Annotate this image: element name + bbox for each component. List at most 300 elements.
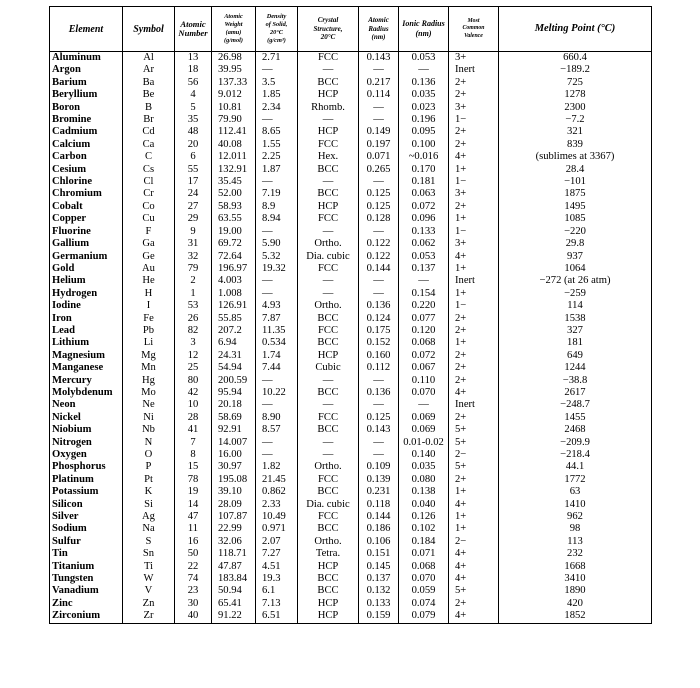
cell-atomic-number: 3 [175, 337, 212, 349]
cell-ionic-radius: 0.035 [399, 89, 449, 101]
cell-element: Niobium [50, 424, 123, 436]
cell-ionic-radius: ~0.016 [399, 151, 449, 163]
cell-symbol: Ba [123, 77, 175, 89]
cell-element: Carbon [50, 151, 123, 163]
cell-valence: 3+ [449, 102, 499, 114]
cell-atomic-weight: 14.007 [212, 437, 256, 449]
cell-ionic-radius: 0.102 [399, 523, 449, 535]
cell-valence: 3+ [449, 188, 499, 200]
cell-valence: 3+ [449, 52, 499, 65]
cell-density: 19.32 [256, 263, 298, 275]
cell-atomic-weight: 28.09 [212, 499, 256, 511]
cell-melting-point: 1244 [499, 362, 652, 374]
cell-atomic-weight: 1.008 [212, 288, 256, 300]
cell-symbol: Sn [123, 548, 175, 560]
cell-element: Nickel [50, 412, 123, 424]
cell-atomic-number: 10 [175, 399, 212, 411]
cell-atomic-number: 35 [175, 114, 212, 126]
cell-valence: Inert [449, 399, 499, 411]
cell-atomic-radius: 0.124 [359, 313, 399, 325]
cell-atomic-number: 41 [175, 424, 212, 436]
cell-valence: 2− [449, 536, 499, 548]
cell-density: 4.51 [256, 561, 298, 573]
cell-element: Neon [50, 399, 123, 411]
cell-crystal-structure: BCC [298, 337, 359, 349]
cell-atomic-weight: 54.94 [212, 362, 256, 374]
cell-valence: 1− [449, 300, 499, 312]
table-row [50, 251, 652, 263]
cell-melting-point: −38.8 [499, 375, 652, 387]
cell-atomic-weight: 92.91 [212, 424, 256, 436]
header-ionic-radius-line: (nm) [415, 29, 432, 38]
cell-density: 7.13 [256, 598, 298, 610]
cell-melting-point: −272 (at 26 atm) [499, 275, 652, 287]
cell-atomic-radius: 0.106 [359, 536, 399, 548]
cell-symbol: F [123, 226, 175, 238]
cell-atomic-radius: 0.143 [359, 52, 399, 65]
cell-atomic-weight: 107.87 [212, 511, 256, 523]
cell-valence: 4+ [449, 387, 499, 399]
cell-atomic-weight: 47.87 [212, 561, 256, 573]
cell-ionic-radius: 0.120 [399, 325, 449, 337]
cell-atomic-radius: 0.122 [359, 238, 399, 250]
cell-density: 3.5 [256, 77, 298, 89]
cell-element: Phosphorus [50, 461, 123, 473]
cell-crystal-structure: HCP [298, 610, 359, 623]
cell-element: Chlorine [50, 176, 123, 188]
cell-element: Zirconium [50, 610, 123, 623]
cell-symbol: B [123, 102, 175, 114]
cell-valence: 4+ [449, 499, 499, 511]
cell-atomic-radius: 0.143 [359, 424, 399, 436]
cell-atomic-radius: 0.231 [359, 486, 399, 498]
header-atomic-number-line: Number [178, 28, 208, 38]
cell-atomic-weight: 195.08 [212, 474, 256, 486]
cell-atomic-number: 8 [175, 449, 212, 461]
cell-element: Hydrogen [50, 288, 123, 300]
cell-atomic-weight: 65.41 [212, 598, 256, 610]
cell-ionic-radius: 0.140 [399, 449, 449, 461]
cell-ionic-radius: 0.137 [399, 263, 449, 275]
cell-ionic-radius: 0.053 [399, 251, 449, 263]
cell-ionic-radius: 0.074 [399, 598, 449, 610]
cell-atomic-number: 15 [175, 461, 212, 473]
header-atomic-number [175, 7, 212, 52]
cell-melting-point: 725 [499, 77, 652, 89]
cell-melting-point: 2468 [499, 424, 652, 436]
table-row [50, 139, 652, 151]
cell-melting-point: 1772 [499, 474, 652, 486]
cell-atomic-number: 48 [175, 126, 212, 138]
header-valence-line: Most [467, 18, 480, 25]
cell-atomic-weight: 79.90 [212, 114, 256, 126]
cell-valence: 5+ [449, 461, 499, 473]
cell-symbol: S [123, 536, 175, 548]
cell-melting-point: 1064 [499, 263, 652, 275]
table-row [50, 164, 652, 176]
table-row [50, 77, 652, 89]
header-symbol: Symbol [123, 7, 175, 52]
cell-valence: 4+ [449, 251, 499, 263]
cell-crystal-structure: HCP [298, 598, 359, 610]
cell-density: — [256, 288, 298, 300]
cell-melting-point: 63 [499, 486, 652, 498]
header-atomic-number-line: Atomic [180, 18, 206, 29]
cell-crystal-structure: — [298, 226, 359, 238]
cell-crystal-structure: — [298, 437, 359, 449]
table-row [50, 350, 652, 362]
element-properties-sheet [49, 6, 651, 624]
cell-atomic-radius: 0.160 [359, 350, 399, 362]
cell-valence: 2+ [449, 598, 499, 610]
cell-ionic-radius: 0.181 [399, 176, 449, 188]
cell-crystal-structure: Cubic [298, 362, 359, 374]
cell-atomic-number: 29 [175, 213, 212, 225]
cell-atomic-weight: 22.99 [212, 523, 256, 535]
cell-ionic-radius: 0.072 [399, 350, 449, 362]
cell-atomic-weight: 137.33 [212, 77, 256, 89]
cell-symbol: Ga [123, 238, 175, 250]
cell-element: Vanadium [50, 585, 123, 597]
cell-crystal-structure: BCC [298, 77, 359, 89]
cell-ionic-radius: 0.063 [399, 188, 449, 200]
cell-melting-point: 1085 [499, 213, 652, 225]
cell-element: Boron [50, 102, 123, 114]
cell-atomic-weight: 26.98 [212, 52, 256, 65]
cell-atomic-number: 12 [175, 350, 212, 362]
cell-atomic-number: 11 [175, 523, 212, 535]
cell-crystal-structure: FCC [298, 511, 359, 523]
cell-density: 5.90 [256, 238, 298, 250]
cell-atomic-weight: 40.08 [212, 139, 256, 151]
cell-crystal-structure: Ortho. [298, 536, 359, 548]
table-row [50, 89, 652, 101]
cell-ionic-radius: 0.023 [399, 102, 449, 114]
cell-ionic-radius: — [399, 64, 449, 76]
cell-valence: 1+ [449, 523, 499, 535]
cell-melting-point: 321 [499, 126, 652, 138]
cell-atomic-weight: 4.003 [212, 275, 256, 287]
table-row [50, 548, 652, 560]
cell-melting-point: 1668 [499, 561, 652, 573]
cell-ionic-radius: 0.059 [399, 585, 449, 597]
cell-atomic-weight: 207.2 [212, 325, 256, 337]
cell-element: Sodium [50, 523, 123, 535]
cell-atomic-radius: 0.139 [359, 474, 399, 486]
header-crystal-line: Crystal [317, 15, 339, 24]
cell-ionic-radius: 0.068 [399, 337, 449, 349]
cell-melting-point: −220 [499, 226, 652, 238]
cell-density: 1.74 [256, 350, 298, 362]
cell-atomic-number: 55 [175, 164, 212, 176]
cell-valence: 1+ [449, 511, 499, 523]
table-row [50, 610, 652, 623]
cell-atomic-number: 22 [175, 561, 212, 573]
cell-crystal-structure: — [298, 114, 359, 126]
cell-atomic-weight: 50.94 [212, 585, 256, 597]
cell-atomic-radius: 0.186 [359, 523, 399, 535]
header-atomic-radius-line: Radius [368, 24, 389, 33]
cell-atomic-number: 82 [175, 325, 212, 337]
cell-valence: 2+ [449, 139, 499, 151]
header-density-line: Density [266, 13, 287, 21]
cell-atomic-radius: — [359, 102, 399, 114]
cell-ionic-radius: 0.096 [399, 213, 449, 225]
cell-atomic-weight: 126.91 [212, 300, 256, 312]
cell-symbol: Ne [123, 399, 175, 411]
cell-symbol: Ti [123, 561, 175, 573]
cell-melting-point: 28.4 [499, 164, 652, 176]
cell-density: 0.862 [256, 486, 298, 498]
cell-crystal-structure: BCC [298, 387, 359, 399]
cell-melting-point: 114 [499, 300, 652, 312]
cell-valence: 1+ [449, 288, 499, 300]
header-ionic-radius [399, 7, 449, 52]
cell-atomic-radius: 0.114 [359, 89, 399, 101]
cell-atomic-number: 17 [175, 176, 212, 188]
header-atomic-radius [359, 7, 399, 52]
cell-ionic-radius: 0.053 [399, 52, 449, 65]
cell-ionic-radius: 0.040 [399, 499, 449, 511]
cell-crystal-structure: FCC [298, 263, 359, 275]
cell-atomic-weight: 35.45 [212, 176, 256, 188]
table-row [50, 499, 652, 511]
cell-atomic-weight: 58.69 [212, 412, 256, 424]
cell-atomic-number: 28 [175, 412, 212, 424]
cell-crystal-structure: FCC [298, 213, 359, 225]
header-crystal-line: 20°C [320, 33, 336, 42]
cell-symbol: Co [123, 201, 175, 213]
cell-density: 7.87 [256, 313, 298, 325]
cell-ionic-radius: 0.072 [399, 201, 449, 213]
cell-symbol: K [123, 486, 175, 498]
cell-element: Silicon [50, 499, 123, 511]
cell-ionic-radius: 0.136 [399, 77, 449, 89]
cell-atomic-radius: 0.125 [359, 188, 399, 200]
table-row [50, 561, 652, 573]
header-density-line: (g/cm³) [267, 36, 286, 44]
cell-crystal-structure: — [298, 399, 359, 411]
cell-symbol: Mn [123, 362, 175, 374]
cell-element: Bromine [50, 114, 123, 126]
table-row [50, 226, 652, 238]
cell-crystal-structure: HCP [298, 89, 359, 101]
cell-valence: 5+ [449, 437, 499, 449]
table-row [50, 52, 652, 65]
cell-density: 8.90 [256, 412, 298, 424]
cell-symbol: Cs [123, 164, 175, 176]
cell-atomic-radius: — [359, 176, 399, 188]
cell-symbol: I [123, 300, 175, 312]
cell-symbol: C [123, 151, 175, 163]
cell-valence: 1− [449, 226, 499, 238]
cell-melting-point: 937 [499, 251, 652, 263]
cell-symbol: O [123, 449, 175, 461]
cell-atomic-radius: — [359, 226, 399, 238]
table-row [50, 511, 652, 523]
cell-density: 8.94 [256, 213, 298, 225]
cell-atomic-radius: 0.071 [359, 151, 399, 163]
cell-valence: 3+ [449, 238, 499, 250]
table-row [50, 375, 652, 387]
cell-melting-point: 1890 [499, 585, 652, 597]
cell-density: 2.07 [256, 536, 298, 548]
cell-atomic-number: 50 [175, 548, 212, 560]
cell-symbol: Zr [123, 610, 175, 623]
cell-atomic-weight: 196.97 [212, 263, 256, 275]
cell-atomic-weight: 183.84 [212, 573, 256, 585]
cell-element: Chromium [50, 188, 123, 200]
cell-atomic-radius: 0.152 [359, 337, 399, 349]
table-row [50, 288, 652, 300]
table-row [50, 263, 652, 275]
cell-element: Fluorine [50, 226, 123, 238]
cell-crystal-structure: Ortho. [298, 238, 359, 250]
cell-melting-point: −248.7 [499, 399, 652, 411]
header-valence-line: Valence [464, 32, 483, 39]
cell-valence: 2+ [449, 350, 499, 362]
header-atomic-weight-line: Atomic [224, 13, 243, 21]
cell-density: 1.85 [256, 89, 298, 101]
table-row [50, 573, 652, 585]
cell-atomic-radius: 0.132 [359, 585, 399, 597]
cell-crystal-structure: — [298, 275, 359, 287]
cell-density: 7.27 [256, 548, 298, 560]
cell-melting-point: 98 [499, 523, 652, 535]
cell-atomic-weight: 132.91 [212, 164, 256, 176]
cell-atomic-radius: — [359, 375, 399, 387]
cell-density: 8.9 [256, 201, 298, 213]
header-crystal-line: Structure, [313, 24, 343, 33]
cell-atomic-weight: 72.64 [212, 251, 256, 263]
cell-valence: 1+ [449, 164, 499, 176]
cell-valence: 4+ [449, 561, 499, 573]
cell-ionic-radius: 0.220 [399, 300, 449, 312]
cell-crystal-structure: — [298, 449, 359, 461]
table-row [50, 102, 652, 114]
cell-symbol: N [123, 437, 175, 449]
cell-crystal-structure: HCP [298, 201, 359, 213]
cell-melting-point: 1852 [499, 610, 652, 623]
cell-atomic-radius: 0.151 [359, 548, 399, 560]
cell-valence: 4+ [449, 610, 499, 623]
cell-melting-point: 1455 [499, 412, 652, 424]
cell-ionic-radius: 0.071 [399, 548, 449, 560]
cell-crystal-structure: Hex. [298, 151, 359, 163]
table-row [50, 362, 652, 374]
table-row [50, 188, 652, 200]
cell-atomic-number: 24 [175, 188, 212, 200]
cell-atomic-radius: 0.136 [359, 300, 399, 312]
cell-atomic-weight: 6.94 [212, 337, 256, 349]
cell-crystal-structure: FCC [298, 325, 359, 337]
cell-atomic-number: 30 [175, 598, 212, 610]
cell-atomic-number: 42 [175, 387, 212, 399]
cell-melting-point: 2617 [499, 387, 652, 399]
cell-density: 6.51 [256, 610, 298, 623]
cell-atomic-number: 78 [175, 474, 212, 486]
cell-melting-point: 113 [499, 536, 652, 548]
cell-symbol: Mg [123, 350, 175, 362]
table-row [50, 275, 652, 287]
cell-melting-point: −259 [499, 288, 652, 300]
cell-atomic-number: 7 [175, 437, 212, 449]
cell-melting-point: 29.8 [499, 238, 652, 250]
cell-atomic-number: 1 [175, 288, 212, 300]
cell-atomic-weight: 39.10 [212, 486, 256, 498]
cell-element: Titanium [50, 561, 123, 573]
cell-element: Gold [50, 263, 123, 275]
table-row [50, 424, 652, 436]
cell-valence: 1+ [449, 213, 499, 225]
cell-symbol: W [123, 573, 175, 585]
cell-atomic-radius: 0.145 [359, 561, 399, 573]
table-row [50, 64, 652, 76]
cell-symbol: V [123, 585, 175, 597]
cell-atomic-weight: 91.22 [212, 610, 256, 623]
cell-density: — [256, 437, 298, 449]
cell-ionic-radius: 0.110 [399, 375, 449, 387]
cell-density: — [256, 275, 298, 287]
cell-atomic-radius: 0.118 [359, 499, 399, 511]
cell-element: Iron [50, 313, 123, 325]
cell-ionic-radius: 0.062 [399, 238, 449, 250]
cell-valence: 2+ [449, 375, 499, 387]
cell-valence: 2+ [449, 474, 499, 486]
cell-symbol: Pt [123, 474, 175, 486]
cell-element: Nitrogen [50, 437, 123, 449]
header-valence [449, 7, 499, 52]
cell-crystal-structure: BCC [298, 573, 359, 585]
cell-density: — [256, 176, 298, 188]
cell-element: Tungsten [50, 573, 123, 585]
header-atomic-weight-line: Weight [224, 21, 243, 29]
table-row [50, 585, 652, 597]
cell-density: — [256, 114, 298, 126]
cell-density: 10.49 [256, 511, 298, 523]
cell-density: 7.44 [256, 362, 298, 374]
cell-ionic-radius: 0.070 [399, 387, 449, 399]
cell-melting-point: 1538 [499, 313, 652, 325]
cell-atomic-radius: — [359, 114, 399, 126]
cell-density: 4.93 [256, 300, 298, 312]
cell-symbol: Ni [123, 412, 175, 424]
cell-atomic-number: 40 [175, 610, 212, 623]
cell-ionic-radius: 0.154 [399, 288, 449, 300]
cell-symbol: Nb [123, 424, 175, 436]
table-row [50, 325, 652, 337]
cell-atomic-radius: 0.128 [359, 213, 399, 225]
cell-ionic-radius: — [399, 399, 449, 411]
cell-melting-point: 660.4 [499, 52, 652, 65]
cell-ionic-radius: 0.069 [399, 424, 449, 436]
cell-atomic-number: 74 [175, 573, 212, 585]
cell-valence: 1− [449, 114, 499, 126]
cell-atomic-weight: 58.93 [212, 201, 256, 213]
cell-symbol: Fe [123, 313, 175, 325]
cell-atomic-radius: 0.175 [359, 325, 399, 337]
cell-symbol: Br [123, 114, 175, 126]
cell-crystal-structure: Dia. cubic [298, 499, 359, 511]
cell-melting-point: (sublimes at 3367) [499, 151, 652, 163]
cell-atomic-weight: 24.31 [212, 350, 256, 362]
cell-crystal-structure: BCC [298, 486, 359, 498]
cell-density: 2.34 [256, 102, 298, 114]
cell-element: Potassium [50, 486, 123, 498]
cell-atomic-weight: 63.55 [212, 213, 256, 225]
cell-symbol: Cu [123, 213, 175, 225]
cell-valence: 2+ [449, 126, 499, 138]
